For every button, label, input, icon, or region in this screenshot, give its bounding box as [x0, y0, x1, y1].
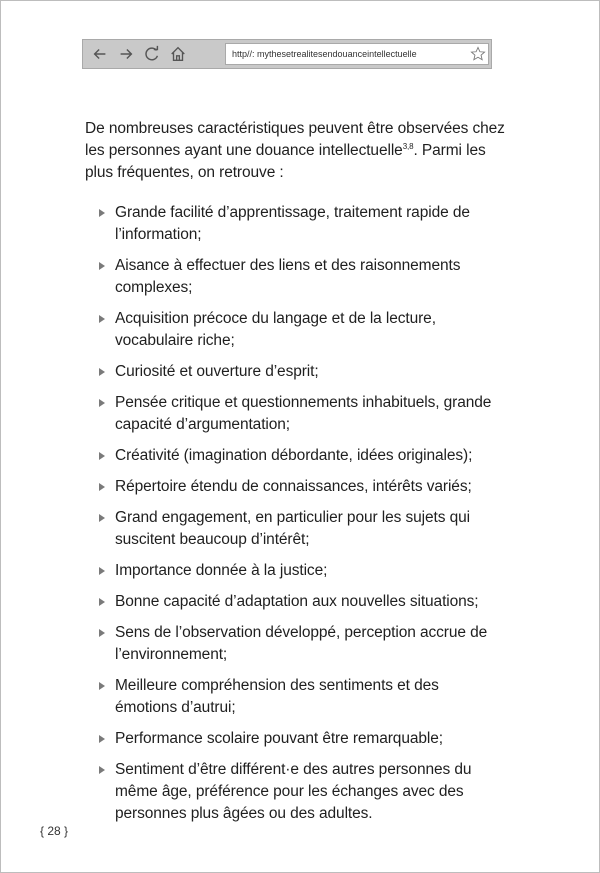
home-icon[interactable]: [165, 40, 191, 68]
intro-text-end: . Parmi les plus fréquentes, on retrouve :: [85, 142, 486, 181]
main-content: [85, 118, 505, 834]
list-item-text: Sentiment d’être différent·e des autres personnes du même âge, préférence pour les échanges avec des personnes plus âgées ou des adultes.: [115, 761, 472, 822]
bullet-icon: [99, 735, 105, 743]
bullet-icon: [99, 766, 105, 774]
list-item-text: Importance donnée à la justice;: [115, 562, 328, 579]
footnote-reference: 3,8: [402, 141, 414, 151]
list-item: [99, 728, 505, 750]
list-item-text: Grande facilité d’apprentissage, traitement rapide de l’information;: [115, 204, 470, 243]
list-item-text: Meilleure compréhension des sentiments et des émotions d’autrui;: [115, 677, 439, 716]
list-item-text: Répertoire étendu de connaissances, intérêts variés;: [115, 478, 472, 495]
page-number: { 28 }: [40, 824, 69, 838]
intro-paragraph: [85, 118, 505, 184]
list-item: [99, 392, 505, 436]
list-item: [99, 255, 505, 299]
forward-arrow-icon[interactable]: [113, 40, 139, 68]
bullet-icon: [99, 483, 105, 491]
bullet-icon: [99, 514, 105, 522]
list-item: [99, 622, 505, 666]
list-item: [99, 361, 505, 383]
bullet-icon: [99, 629, 105, 637]
list-item: [99, 591, 505, 613]
bullet-icon: [99, 399, 105, 407]
url-text: http//: mythesetrealitesendouanceintellectuelle: [232, 49, 417, 59]
reload-icon[interactable]: [139, 40, 165, 68]
list-item: [99, 507, 505, 551]
intro-text: De nombreuses caractéristiques peuvent être observées chez les personnes ayant une douance intellectuelle: [85, 120, 505, 159]
list-item: [99, 202, 505, 246]
bullet-icon: [99, 682, 105, 690]
list-item-text: Pensée critique et questionnements inhabituels, grande capacité d’argumentation;: [115, 394, 492, 433]
star-icon[interactable]: [468, 44, 488, 64]
bullet-icon: [99, 368, 105, 376]
list-item: [99, 675, 505, 719]
list-item-text: Aisance à effectuer des liens et des raisonnements complexes;: [115, 257, 461, 296]
address-bar[interactable]: [225, 43, 489, 65]
list-item-text: Créativité (imagination débordante, idées originales);: [115, 447, 473, 464]
list-item-text: Sens de l’observation développé, perception accrue de l’environnement;: [115, 624, 488, 663]
list-item-text: Grand engagement, en particulier pour les sujets qui suscitent beaucoup d’intérêt;: [115, 509, 470, 548]
back-arrow-icon[interactable]: [87, 40, 113, 68]
list-item: [99, 445, 505, 467]
list-item-text: Performance scolaire pouvant être remarquable;: [115, 730, 443, 747]
list-item: [99, 759, 505, 825]
bullet-icon: [99, 567, 105, 575]
bullet-icon: [99, 315, 105, 323]
list-item: [99, 308, 505, 352]
list-item-text: Curiosité et ouverture d’esprit;: [115, 363, 319, 380]
bullet-icon: [99, 452, 105, 460]
list-item: [99, 476, 505, 498]
list-item-text: Bonne capacité d’adaptation aux nouvelles situations;: [115, 593, 479, 610]
bullet-icon: [99, 598, 105, 606]
list-item: [99, 560, 505, 582]
browser-toolbar: [82, 39, 492, 69]
bullet-icon: [99, 262, 105, 270]
features-list: [85, 202, 505, 825]
bullet-icon: [99, 209, 105, 217]
list-item-text: Acquisition précoce du langage et de la lecture, vocabulaire riche;: [115, 310, 436, 349]
